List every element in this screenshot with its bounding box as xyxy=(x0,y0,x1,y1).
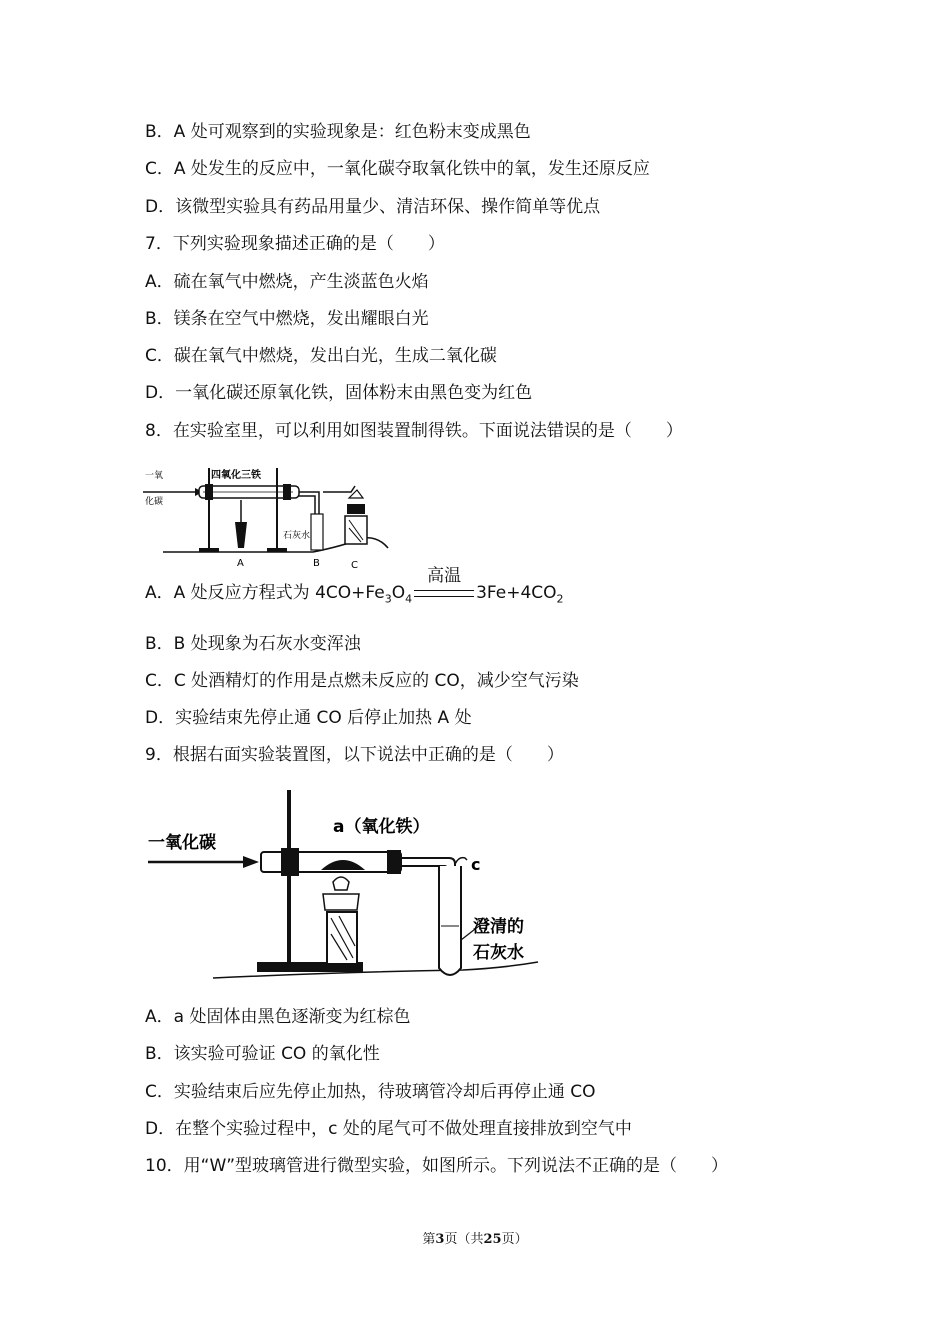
q9-a-label: a（氧化铁） xyxy=(333,817,430,837)
q9-limewater-label-1: 澄清的 xyxy=(473,917,524,937)
q7-option-b: B．镁条在空气中燃烧，发出耀眼白光 xyxy=(145,309,429,329)
q8-option-a-sub1: 3 xyxy=(384,592,392,606)
q9-limewater-label-2: 石灰水 xyxy=(473,943,524,963)
q8-label-a: A xyxy=(237,558,244,569)
footer-mid: 页（共 xyxy=(444,1232,484,1247)
q9-stem: 9．根据右面实验装置图，以下说法中正确的是（ ） xyxy=(145,745,564,765)
reaction-condition xyxy=(414,566,474,603)
footer-prefix: 第 xyxy=(422,1232,436,1247)
page-footer xyxy=(0,1228,950,1247)
q8-option-a-sub3: 2 xyxy=(556,592,564,606)
q8-option-a-prefix: A．A 处反应方程式为 4CO+Fe xyxy=(145,583,385,603)
q8-stem: 8．在实验室里，可以利用如图装置制得铁。下面说法错误的是（ ） xyxy=(145,421,683,441)
q8-tube-label: 四氧化三铁 xyxy=(211,470,261,481)
q8-option-c: C．C 处酒精灯的作用是点燃未反应的 CO，减少空气污染 xyxy=(145,671,579,691)
q8-gas-label-2: 化碳 xyxy=(145,497,164,507)
q6-option-c: C．A 处发生的反应中，一氧化碳夺取氧化铁中的氧，发生还原反应 xyxy=(145,159,650,179)
footer-total-pages: 25 xyxy=(483,1232,502,1247)
q8-gas-label-1: 一氧 xyxy=(145,471,164,481)
q8-apparatus-figure xyxy=(143,456,393,571)
q6-option-d: D．该微型实验具有药品用量少、清洁环保、操作简单等优点 xyxy=(145,197,601,217)
q9-apparatus-figure xyxy=(143,786,543,986)
q6-option-b: B．A 处可观察到的实验现象是：红色粉末变成黑色 xyxy=(145,122,531,142)
equals-bar xyxy=(414,590,474,597)
condition-label: 高温 xyxy=(427,566,462,586)
q10-stem: 10．用“W”型玻璃管进行微型实验，如图所示。下列说法不正确的是（ ） xyxy=(145,1156,729,1176)
q7-option-c: C．碳在氧气中燃烧，发出白光，生成二氧化碳 xyxy=(145,346,497,366)
q8-option-d: D．实验结束先停止通 CO 后停止加热 A 处 xyxy=(145,708,472,728)
footer-suffix: 页） xyxy=(501,1232,528,1247)
q9-option-c: C．实验结束后应先停止加热，待玻璃管冷却后再停止通 CO xyxy=(145,1082,596,1102)
q7-stem: 7．下列实验现象描述正确的是（ ） xyxy=(145,234,445,254)
q9-c-label: c xyxy=(471,855,481,874)
q9-option-a: A．a 处固体由黑色逐渐变为红棕色 xyxy=(145,1007,411,1027)
q9-option-d: D．在整个实验过程中，c 处的尾气可不做处理直接排放到空气中 xyxy=(145,1119,632,1139)
q8-option-a-mid: O xyxy=(391,583,406,603)
q8-option-a-sub2: 4 xyxy=(405,592,413,606)
q7-option-a: A．硫在氧气中燃烧，产生淡蓝色火焰 xyxy=(145,272,429,292)
q7-option-d: D．一氧化碳还原氧化铁，固体粉末由黑色变为红色 xyxy=(145,383,533,403)
q8-limewater-label: 石灰水 xyxy=(283,531,311,541)
q8-option-a-suffix: 3Fe+4CO xyxy=(476,583,557,603)
footer-page-number: 3 xyxy=(435,1232,445,1247)
q8-label-b: B xyxy=(313,558,320,569)
q8-option-a xyxy=(145,566,564,606)
q8-option-b: B．B 处现象为石灰水变浑浊 xyxy=(145,634,361,654)
q8-label-c: C xyxy=(351,560,358,571)
q9-gas-label: 一氧化碳 xyxy=(148,833,216,853)
q9-option-b: B．该实验可验证 CO 的氧化性 xyxy=(145,1044,380,1064)
